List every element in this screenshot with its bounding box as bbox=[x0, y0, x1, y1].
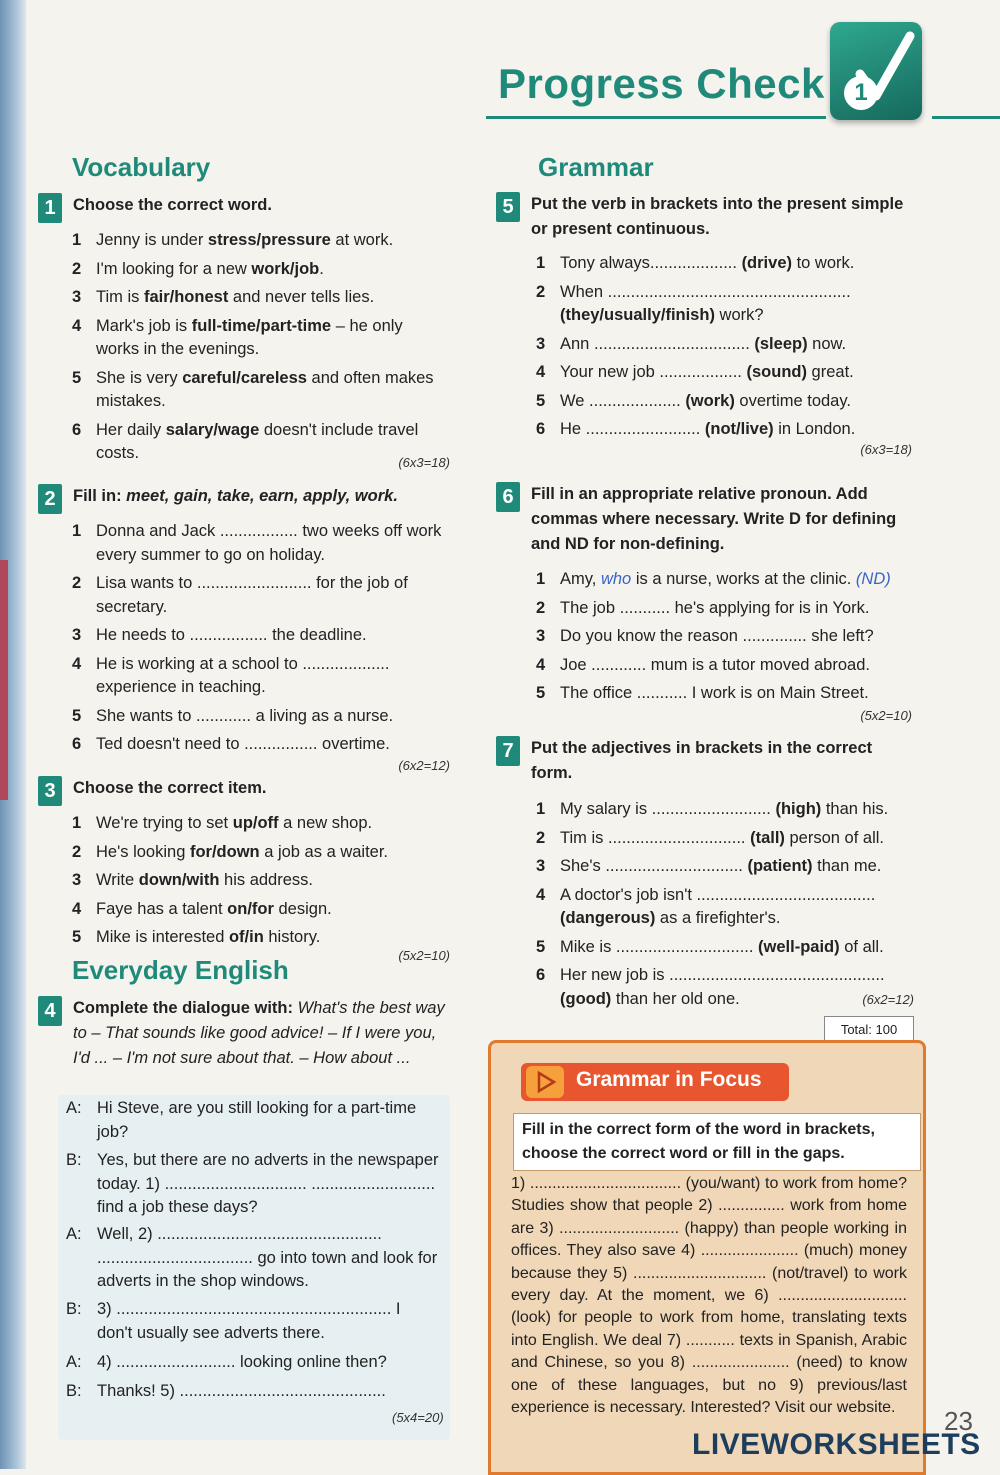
dialogue-text: Well, 2) ................................................. .................................. go into town and look for adverts in the shop windows. bbox=[97, 1225, 438, 1290]
item-number: 5 bbox=[72, 368, 82, 387]
item-number: 6 bbox=[72, 420, 82, 439]
exercise-item bbox=[72, 926, 446, 950]
play-icon bbox=[526, 1066, 564, 1098]
item-number: 3 bbox=[536, 627, 546, 645]
item-bold: (drive) bbox=[741, 254, 792, 272]
dialogue-line bbox=[66, 1149, 440, 1220]
speaker: A: bbox=[66, 1353, 82, 1371]
item-number: 1 bbox=[72, 814, 82, 832]
item-text: I'm looking for a new bbox=[96, 259, 252, 278]
item-text: now. bbox=[807, 334, 847, 353]
item-number: 5 bbox=[536, 937, 546, 956]
exercise-item bbox=[536, 390, 912, 414]
exercise-instruction: Fill in an appropriate relative pronoun. Add commas where necessary. Write D for defining and ND for non-defining. bbox=[531, 485, 897, 553]
item-bold: (sleep) bbox=[754, 334, 808, 353]
item-text: at work. bbox=[330, 231, 394, 249]
dialogue-line bbox=[66, 1351, 440, 1375]
item-bold: (sound) bbox=[746, 363, 807, 381]
exercise-number: 1 bbox=[38, 193, 62, 223]
item-text: My salary is .......................... bbox=[560, 800, 776, 818]
exercise-number: 7 bbox=[496, 736, 520, 766]
item-text: Donna and Jack ................. two weeks off work every summer to go on holiday. bbox=[96, 522, 442, 564]
exercise-number: 4 bbox=[38, 996, 62, 1026]
item-number: 5 bbox=[72, 928, 82, 946]
exercise-instruction: Choose the correct item. bbox=[73, 779, 267, 797]
item-number: 2 bbox=[72, 574, 82, 592]
vocabulary-heading: Vocabulary bbox=[72, 152, 211, 182]
item-text: than her old one. bbox=[611, 989, 740, 1008]
exercise-item bbox=[536, 827, 918, 851]
item-number: 2 bbox=[72, 842, 82, 861]
item-number: 6 bbox=[536, 420, 546, 438]
exercise-items bbox=[536, 568, 922, 711]
item-bold: (work) bbox=[685, 391, 735, 410]
speaker: A: bbox=[66, 1099, 82, 1117]
item-text: a new shop. bbox=[278, 814, 373, 832]
grammar-in-focus-box bbox=[488, 1040, 926, 1475]
item-bold: (tall) bbox=[750, 828, 785, 847]
item-text: Jenny is under bbox=[96, 231, 208, 249]
item-text: Tony always................... bbox=[560, 254, 742, 272]
total-score: Total: 100 bbox=[824, 1016, 914, 1044]
score: (5x2=10) bbox=[860, 708, 912, 723]
item-text: Joe ............ mum is a tutor moved abroad. bbox=[560, 655, 870, 674]
exercise-item bbox=[536, 418, 912, 442]
item-text: The job ........... he's applying for is in York. bbox=[560, 598, 870, 617]
exercise-item bbox=[72, 812, 446, 836]
item-number: 6 bbox=[72, 735, 82, 753]
item-number: 5 bbox=[536, 684, 546, 702]
item-bold: work/job bbox=[251, 259, 320, 278]
exercise-item bbox=[72, 869, 446, 893]
item-text: doesn't include travel costs. bbox=[96, 420, 419, 462]
item-number: 1 bbox=[536, 800, 546, 818]
item-bold: (patient) bbox=[747, 857, 813, 875]
exercise-items bbox=[72, 520, 446, 762]
exercise-item bbox=[536, 597, 922, 621]
exercise-instruction: Put the verb in brackets into the present simple or present continuous. bbox=[531, 195, 904, 238]
badge-number: 1 bbox=[844, 76, 878, 110]
exercise-item bbox=[536, 625, 922, 649]
dialogue-line bbox=[66, 1380, 440, 1404]
exercise-3 bbox=[38, 776, 450, 966]
item-number: 3 bbox=[536, 334, 546, 353]
item-text: Do you know the reason .............. she left? bbox=[560, 627, 874, 645]
item-number: 4 bbox=[72, 654, 82, 673]
item-bold: for/down bbox=[189, 842, 260, 861]
exercise-4 bbox=[38, 996, 450, 1096]
checkmark-icon bbox=[830, 22, 922, 120]
item-text: Mike is interested bbox=[96, 928, 229, 946]
speaker: A: bbox=[66, 1225, 82, 1243]
item-text: overtime today. bbox=[734, 391, 851, 410]
item-text: and often makes mistakes. bbox=[96, 368, 434, 410]
item-number: 2 bbox=[536, 828, 546, 847]
item-bold: careful/careless bbox=[182, 368, 307, 387]
exercise-instruction: Put the adjectives in brackets in the correct form. bbox=[531, 739, 873, 782]
exercise-item bbox=[72, 286, 446, 310]
item-bold: up/off bbox=[232, 814, 279, 832]
title-underline bbox=[486, 116, 826, 119]
item-bold: down/with bbox=[138, 871, 220, 889]
exercise-item bbox=[72, 229, 446, 253]
item-text: and never tells lies. bbox=[228, 288, 375, 306]
item-number: 2 bbox=[72, 259, 82, 278]
item-text: history. bbox=[263, 928, 321, 946]
item-text: Ted doesn't need to ................ overtime. bbox=[96, 735, 390, 753]
item-text: He ......................... bbox=[560, 420, 705, 438]
item-text: When ..................................................... bbox=[560, 282, 851, 301]
item-text: She wants to ............ a living as a nurse. bbox=[96, 706, 394, 725]
progress-check-badge bbox=[830, 22, 922, 120]
grammar-in-focus-header bbox=[521, 1063, 789, 1101]
exercise-item bbox=[72, 367, 446, 414]
grammar-in-focus-title: Grammar in Focus bbox=[576, 1068, 762, 1091]
exercise-item bbox=[72, 315, 446, 362]
item-bold: full-time/part-time bbox=[191, 316, 332, 335]
exercise-item bbox=[536, 682, 922, 706]
item-text: great. bbox=[806, 363, 854, 381]
item-text: Faye has a talent bbox=[96, 899, 228, 918]
dialogue-text: Hi Steve, are you still looking for a part-time job? bbox=[97, 1099, 417, 1141]
dialogue-text: 3) ............................................................ I don't usually see adverts there. bbox=[97, 1300, 401, 1342]
item-text: A doctor's job isn't ....................................... bbox=[560, 885, 876, 904]
item-text: The office ........... I work is on Main Street. bbox=[560, 684, 869, 702]
item-text: He is working at a school to ................... experience in teaching. bbox=[96, 654, 390, 696]
exercise-item bbox=[72, 624, 446, 648]
item-bold: (good) bbox=[560, 989, 612, 1008]
example-item: 1 Amy, who is a nurse, works at the clinic. (ND) bbox=[536, 570, 891, 588]
item-text: He needs to ................. the deadline. bbox=[96, 626, 367, 644]
exercise-item bbox=[536, 936, 918, 960]
exercise-item bbox=[72, 705, 446, 729]
grammar-in-focus-instruction: Fill in the correct form of the word in brackets, choose the correct word or fill in the gaps. bbox=[513, 1113, 921, 1171]
liveworksheets-logo: LIVEWORKSHEETS bbox=[692, 1428, 981, 1461]
everyday-english-heading: Everyday English bbox=[72, 955, 289, 985]
exercise-item bbox=[536, 884, 918, 931]
exercise-item bbox=[536, 964, 918, 1011]
exercise-item bbox=[536, 361, 912, 385]
item-text: Tim is bbox=[96, 288, 144, 306]
exercise-1 bbox=[38, 193, 450, 473]
item-number: 1 bbox=[72, 522, 82, 540]
item-text: than his. bbox=[821, 800, 889, 818]
exercise-5 bbox=[496, 192, 916, 464]
item-bold: (dangerous) bbox=[560, 909, 656, 927]
exercise-item bbox=[72, 520, 446, 567]
item-number: 4 bbox=[72, 316, 82, 335]
item-text: of all. bbox=[839, 937, 884, 956]
item-text: He's looking bbox=[96, 842, 190, 861]
item-number: 1 bbox=[536, 254, 546, 272]
item-text: We're trying to set bbox=[96, 814, 233, 832]
exercise-items bbox=[72, 812, 446, 955]
item-text: Ann .................................. bbox=[560, 334, 755, 353]
exercise-item bbox=[536, 252, 912, 276]
page-title: Progress Check bbox=[498, 60, 825, 107]
item-number: 2 bbox=[536, 598, 546, 617]
book-spine bbox=[0, 0, 26, 1469]
exercise-instruction: Choose the correct word. bbox=[73, 196, 272, 214]
dialogue-line bbox=[66, 1223, 440, 1294]
item-text: – he only works in the evenings. bbox=[96, 316, 403, 358]
exercise-instruction: Fill in: meet, gain, take, earn, apply, work. bbox=[73, 487, 398, 505]
item-text: Tim is .............................. bbox=[560, 828, 751, 847]
exercise-item bbox=[536, 654, 922, 678]
item-number: 4 bbox=[536, 363, 546, 381]
exercise-item bbox=[536, 281, 912, 328]
item-bold: (not/live) bbox=[704, 420, 774, 438]
item-bold: of/in bbox=[228, 928, 264, 946]
item-text: in London. bbox=[773, 420, 856, 438]
dialogue-text: Thanks! 5) ............................................. bbox=[97, 1382, 386, 1400]
exercise-item bbox=[72, 572, 446, 619]
item-bold: (they/usually/finish) bbox=[560, 306, 715, 324]
item-number: 4 bbox=[72, 899, 82, 918]
item-text: Mark's job is bbox=[96, 316, 192, 335]
item-text: a job as a waiter. bbox=[259, 842, 389, 861]
grammar-in-focus-text: 1) .................................. (you/want) to work from home? Studies show that people 2) ............... work from home are 3) ........................... (happy) than people working in offices. They also save 4) ...................... (much) money because they 5) .............................. (not/travel) to work every day. At the moment, we 6) ............................. (look) for people to work from home, translating texts into English. We deal 7) ........... texts in Spanish, Arabic and Chinese, so you 8) ...................... (need) to know one of these languages, but no 9) previous/last experience is necessary. Interested? Visit our website. bbox=[511, 1175, 907, 1417]
item-bold: fair/honest bbox=[143, 288, 229, 306]
exercise-number: 5 bbox=[496, 192, 520, 222]
exercise-item bbox=[72, 841, 446, 865]
item-number: 3 bbox=[72, 288, 82, 306]
item-text: We .................... bbox=[560, 391, 686, 410]
score: (5x4=20) bbox=[392, 1410, 444, 1425]
item-number: 1 bbox=[72, 231, 82, 249]
dialogue-line bbox=[66, 1298, 440, 1345]
page-number: 23 bbox=[944, 1406, 973, 1436]
exercise-number: 2 bbox=[38, 484, 62, 514]
exercise-7 bbox=[496, 736, 920, 1011]
item-number: 2 bbox=[536, 282, 546, 301]
item-text: Your new job .................. bbox=[560, 363, 747, 381]
dialogue-line bbox=[66, 1097, 440, 1144]
item-text: Write bbox=[96, 871, 139, 889]
score: (5x2=10) bbox=[398, 948, 450, 963]
title-underline-right bbox=[932, 116, 1000, 119]
score: (6x3=18) bbox=[398, 455, 450, 470]
speaker: B: bbox=[66, 1151, 82, 1169]
exercise-item bbox=[536, 333, 912, 357]
item-text: She is very bbox=[96, 368, 183, 387]
grammar-heading: Grammar bbox=[538, 152, 654, 182]
item-bold: (high) bbox=[775, 800, 822, 818]
item-text: his address. bbox=[219, 871, 313, 889]
exercise-2 bbox=[38, 484, 450, 774]
item-text: as a firefighter's. bbox=[655, 909, 781, 927]
exercise-number: 6 bbox=[496, 482, 520, 512]
item-text: . bbox=[319, 259, 324, 278]
exercise-item bbox=[536, 855, 918, 879]
exercise-item bbox=[72, 419, 446, 466]
item-text: person of all. bbox=[784, 828, 884, 847]
item-text: Mike is .............................. bbox=[560, 937, 759, 956]
item-number: 3 bbox=[72, 626, 82, 644]
item-bold: stress/pressure bbox=[207, 231, 331, 249]
exercise-item bbox=[72, 898, 446, 922]
exercise-instruction: Complete the dialogue with: What's the best way to – That sounds like good advice! – If I were you, I'd ... – I'm not sure about that. – How about ... bbox=[73, 999, 445, 1067]
item-bold: (well-paid) bbox=[758, 937, 840, 956]
exercise-6 bbox=[496, 482, 924, 726]
speaker: B: bbox=[66, 1382, 82, 1400]
item-text: She's .............................. bbox=[560, 857, 748, 875]
item-number: 3 bbox=[72, 871, 82, 889]
item-bold: on/for bbox=[227, 899, 274, 918]
exercise-number: 3 bbox=[38, 776, 62, 806]
item-number: 6 bbox=[536, 966, 546, 984]
exercise-item bbox=[72, 653, 446, 700]
exercise-items bbox=[72, 229, 446, 471]
dialogue-box bbox=[58, 1095, 450, 1440]
speaker: B: bbox=[66, 1300, 82, 1318]
item-text: than me. bbox=[812, 857, 882, 875]
item-text: Lisa wants to ......................... for the job of secretary. bbox=[96, 574, 408, 616]
item-text: work? bbox=[714, 306, 764, 324]
exercise-item bbox=[72, 733, 446, 757]
item-number: 3 bbox=[536, 857, 546, 875]
item-text: design. bbox=[273, 899, 332, 918]
item-text: Her daily bbox=[96, 420, 166, 439]
exercise-items bbox=[536, 798, 918, 1016]
item-number: 5 bbox=[72, 706, 82, 725]
dialogue-text: 4) .......................... looking online then? bbox=[97, 1353, 387, 1371]
score: (6x2=12) bbox=[862, 992, 914, 1007]
item-number: 5 bbox=[536, 391, 546, 410]
score: (6x3=18) bbox=[860, 442, 912, 457]
exercise-items bbox=[536, 252, 912, 447]
item-number: 4 bbox=[536, 655, 546, 674]
dialogue-text: Yes, but there are no adverts in the newspaper today. 1) ............................... ........................... find a job these days? bbox=[97, 1151, 439, 1216]
exercise-item bbox=[72, 258, 446, 282]
score: (6x2=12) bbox=[398, 758, 450, 773]
item-text: to work. bbox=[792, 254, 855, 272]
item-number: 4 bbox=[536, 885, 546, 904]
exercise-item bbox=[536, 798, 918, 822]
item-text: Her new job is ............................................... bbox=[560, 966, 885, 984]
item-bold: salary/wage bbox=[165, 420, 260, 439]
